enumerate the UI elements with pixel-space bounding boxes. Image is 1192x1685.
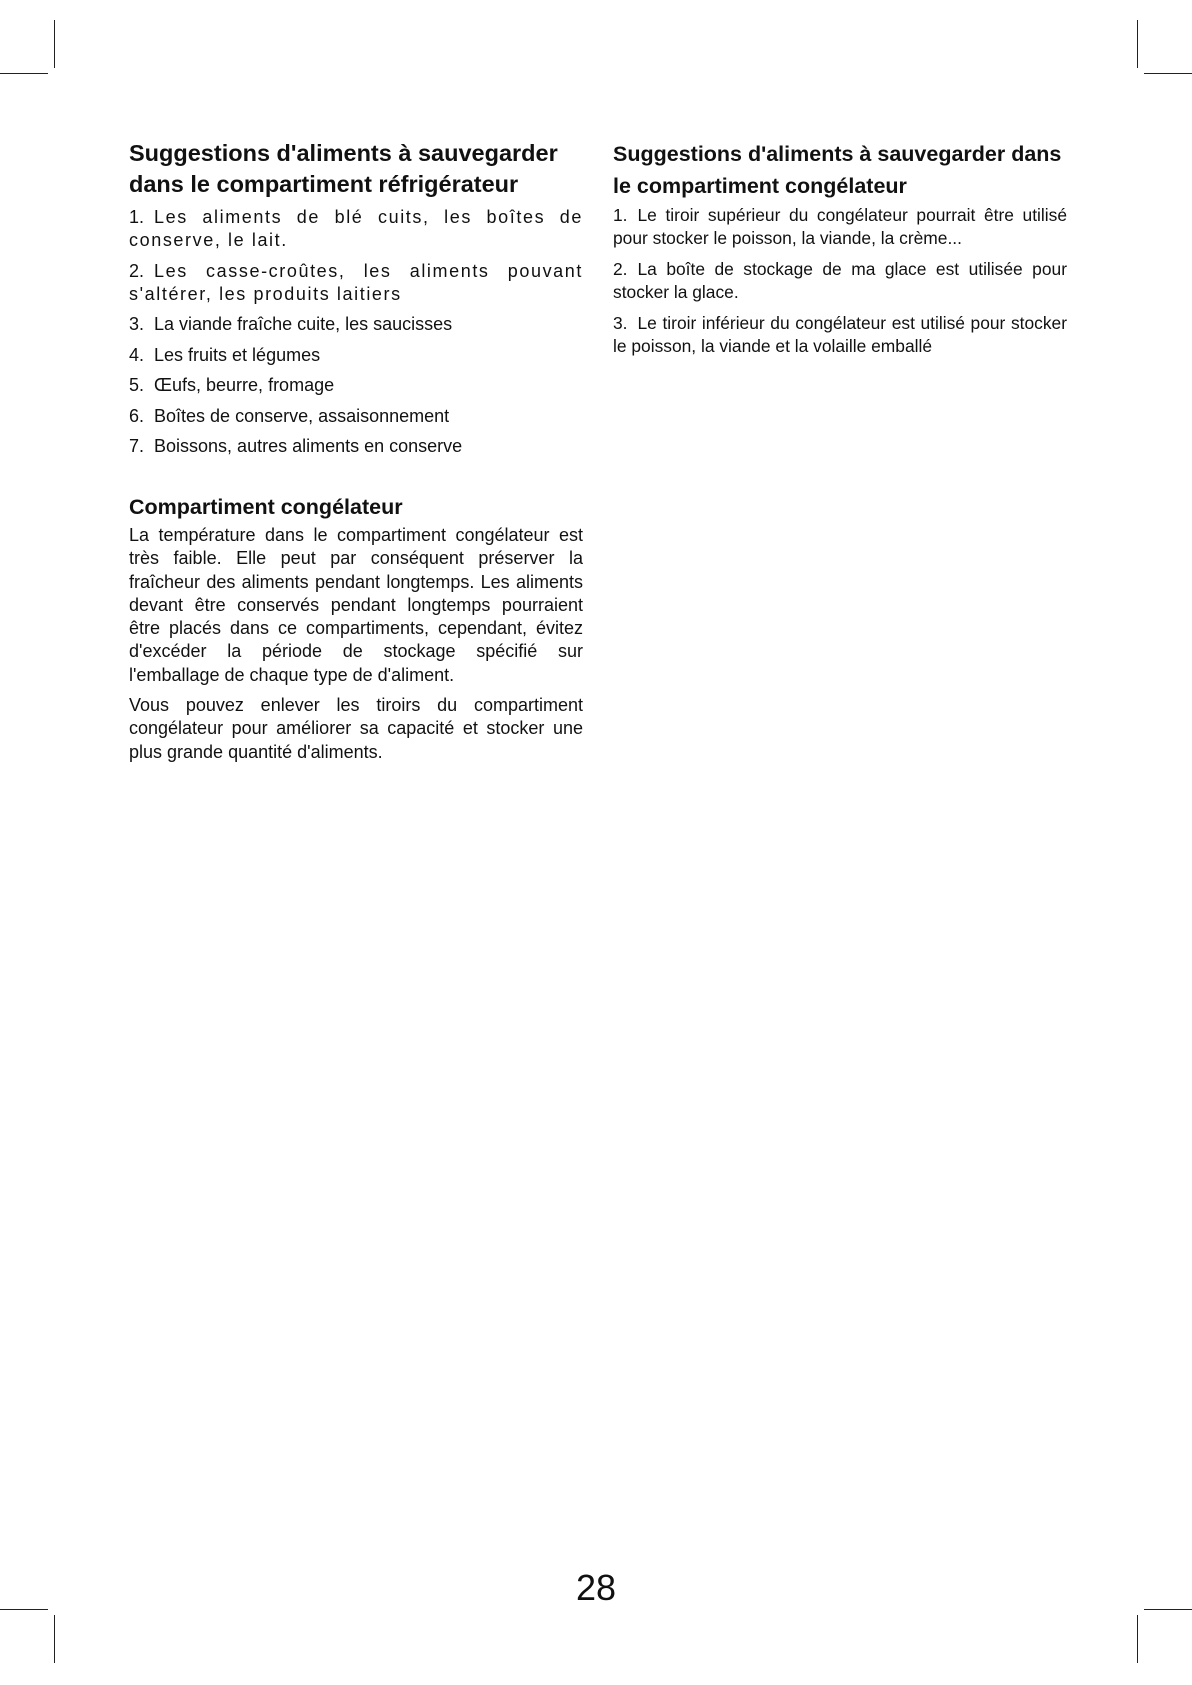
list-item-text: Œufs, beurre, fromage xyxy=(154,375,335,395)
list-item-number: 6. xyxy=(129,405,145,426)
list-item-text: Les casse-croûtes, les aliments pouvant s'altérer, les produits laitiers xyxy=(129,260,583,304)
list-item-text: La boîte de stockage de ma glace est utilisée pour stocker la glace. xyxy=(613,259,1067,302)
freezer-paragraph: La température dans le compartiment congélateur est très faible. Elle peut par conséquent préserver la fraîcheur des aliments pendant longtemps. Les aliments devant être conservés pendant longtemps pourraient être placés dans ce compartiments, cependant, évitez d'excéder la période de stockage spécifié sur l'emballage de chaque type de d'aliment. xyxy=(129,525,583,685)
list-item-text: Boîtes de conserve, assaisonnement xyxy=(154,405,450,426)
freezer-section-heading: Compartiment congélateur xyxy=(129,495,403,519)
list-item-number: 3. xyxy=(129,314,145,334)
list-item-text: La viande fraîche cuite, les saucisses xyxy=(154,314,453,334)
crop-mark-top-left-vertical xyxy=(54,20,55,68)
freezer-food-list xyxy=(613,204,1067,358)
list-item xyxy=(129,374,583,397)
list-item xyxy=(613,204,1067,250)
crop-mark-top-left-horizontal xyxy=(0,73,48,74)
left-column xyxy=(129,138,583,764)
list-item-number: 2. xyxy=(613,259,628,279)
right-column xyxy=(613,138,1067,358)
page-number: 28 xyxy=(575,1567,617,1608)
fridge-food-list xyxy=(129,206,583,458)
list-item xyxy=(129,206,583,252)
crop-mark-top-right-vertical xyxy=(1137,20,1138,68)
freezer-food-section-heading: Suggestions d'aliments à sauvegarder dans le compartiment congélateur xyxy=(613,142,1062,198)
freezer-paragraph: Vous pouvez enlever les tiroirs du compartiment congélateur pour améliorer sa capacité et stocker une plus grande quantité d'aliments. xyxy=(129,695,583,762)
list-item-number: 1. xyxy=(129,207,145,227)
list-item xyxy=(129,435,583,458)
list-item xyxy=(613,312,1067,358)
list-item xyxy=(129,405,583,428)
list-item-text: Les fruits et légumes xyxy=(154,344,321,365)
list-item-text: Les aliments de blé cuits, les boîtes de conserve, le lait. xyxy=(129,207,583,250)
list-item xyxy=(613,258,1067,304)
crop-mark-bottom-right-vertical xyxy=(1137,1615,1138,1663)
list-item xyxy=(129,260,583,306)
list-item xyxy=(129,313,583,336)
fridge-section-heading: Suggestions d'aliments à sauvegarder dans le compartiment réfrigérateur xyxy=(129,140,558,197)
list-item-number: 7. xyxy=(129,436,145,456)
list-item-text: Boissons, autres aliments en conserve xyxy=(154,436,463,456)
crop-mark-top-right-horizontal xyxy=(1144,73,1192,74)
list-item-number: 1. xyxy=(613,205,628,225)
list-item-number: 2. xyxy=(129,260,145,281)
list-item-number: 3. xyxy=(613,313,628,333)
list-item xyxy=(129,344,583,367)
list-item-number: 4. xyxy=(129,344,145,365)
list-item-number: 5. xyxy=(129,375,145,395)
crop-mark-bottom-left-vertical xyxy=(54,1615,55,1663)
list-item-text: Le tiroir inférieur du congélateur est utilisé pour stocker le poisson, la viande et la volaille emballé xyxy=(613,313,1067,356)
list-item-text: Le tiroir supérieur du congélateur pourrait être utilisé pour stocker le poisson, la viande, la crème... xyxy=(613,205,1067,248)
